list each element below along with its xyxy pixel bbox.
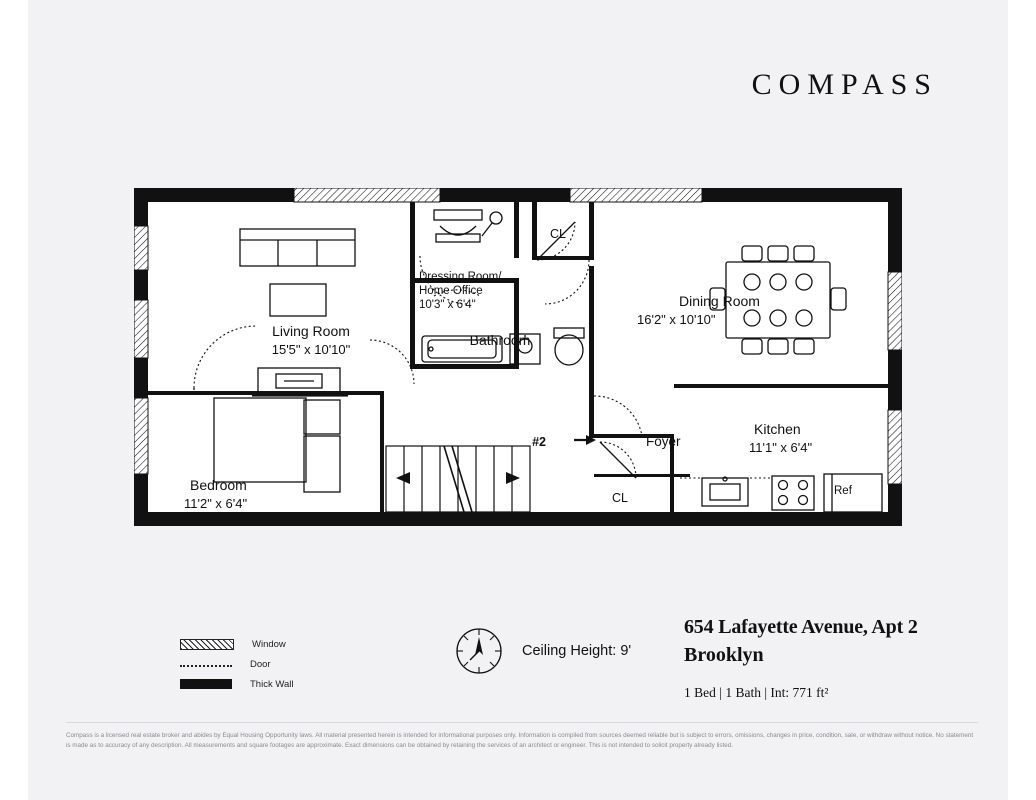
address-block [684,616,918,701]
label-unit-number: #2 [532,435,546,449]
address-street: 654 Lafayette Avenue, Apt 2 [684,616,918,638]
label-kitchen-dims: 11'1" x 6'4" [749,440,813,455]
label-dining-room: Dining Room [679,293,760,309]
page-margin-right [1008,0,1036,800]
legend-item-thick-wall [180,674,360,694]
floor-plan-drawing [134,188,902,526]
legend-label-door: Door [250,658,271,670]
property-specs: 1 Bed | 1 Bath | Int: 771 ft² [684,685,829,700]
label-dressing-room-1: Dressing Room/ [419,271,502,283]
label-closet-top: CL [550,227,566,241]
label-refrigerator: Ref [834,485,852,497]
window-swatch-icon [180,639,234,650]
label-dressing-room-dims: 10'3" x 6'4" [419,299,476,311]
compass-logo: COMPASS [751,68,938,101]
label-closet-bottom: CL [612,491,628,505]
legend-label-window: Window [252,638,286,650]
label-kitchen: Kitchen [754,421,801,437]
label-dining-room-dims: 16'2" x 10'10" [637,312,716,327]
legend-item-door [180,654,360,674]
label-living-room-dims: 15'5" x 10'10" [271,342,351,357]
ceiling-height-block [452,624,631,678]
legend-item-window [180,634,360,654]
legend-label-thick-wall: Thick Wall [250,678,294,690]
label-foyer: Foyer [646,434,681,449]
label-bathroom: Bathroom [469,332,531,348]
page-margin-left [0,0,28,800]
ceiling-height-text: Ceiling Height: 9' [522,643,632,659]
compass-rose-icon [452,624,506,678]
label-bedroom: Bedroom [190,477,247,493]
address-city: Brooklyn [684,644,764,666]
legend [180,634,360,694]
label-living-room: Living Room [272,323,350,339]
door-swatch-icon [180,660,232,669]
label-dressing-room-2: Home Office [419,285,483,297]
thick-wall-swatch-icon [180,679,232,689]
legal-disclaimer: Compass is a licensed real estate broker and abides by Equal Housing Opportunity laws. All material presented herein is intended for informational purposes only. Information is compiled from sources deemed reliable but is subject to errors, omissions, changes in price, condition, sale, or withdraw without notice. No statement is made as to accuracy of any description. All measurements and square footages are approximate. Exact dimensions can be obtained by retaining the services of an architect or engineer. This is not intended to solicit property already listed. [66,722,978,751]
label-bedroom-dims: 11'2" x 6'4" [184,496,248,511]
